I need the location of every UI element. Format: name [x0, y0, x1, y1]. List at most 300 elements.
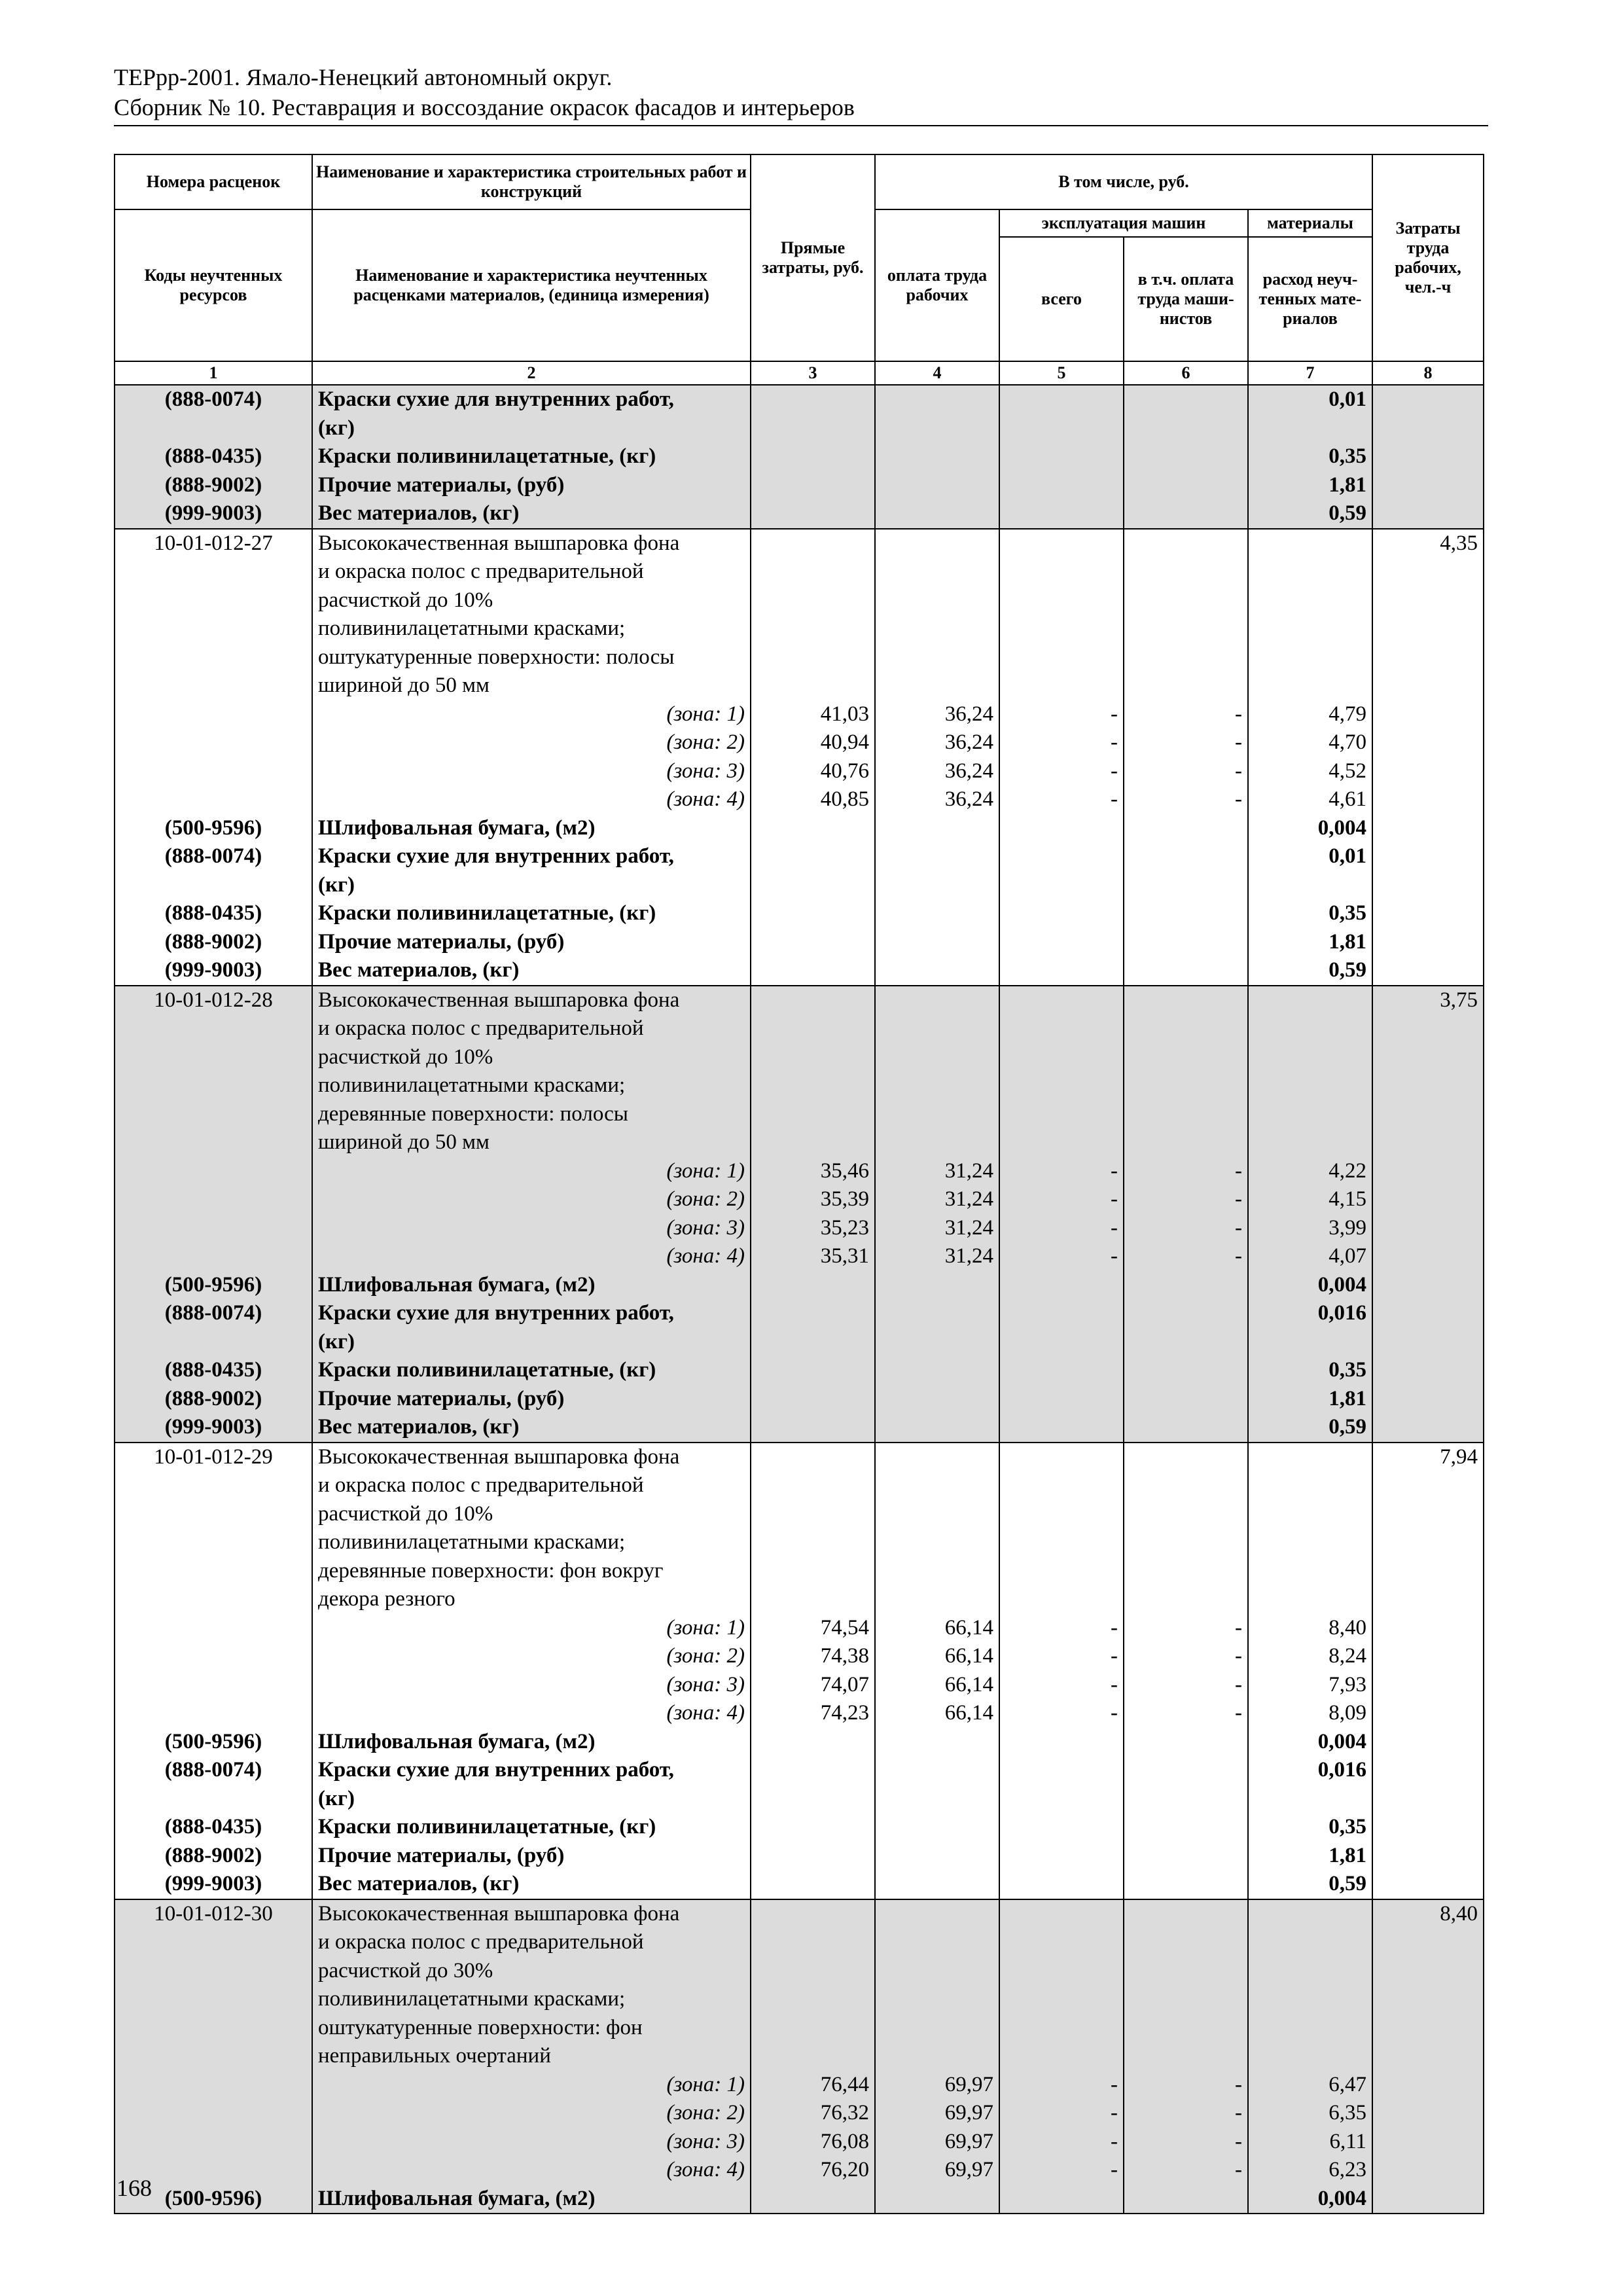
labor-hours [1372, 785, 1484, 814]
operators-pay: - [1124, 728, 1248, 757]
resource-code [115, 1928, 312, 1957]
labor-hours [1372, 615, 1484, 643]
labor-pay [875, 1328, 999, 1357]
labor-pay: 36,24 [875, 700, 999, 729]
continuation-row [115, 1528, 1484, 1557]
labor-hours [1372, 1242, 1484, 1271]
resource-row [115, 1870, 1484, 1899]
direct-costs [751, 1756, 875, 1785]
operators-pay [1124, 1785, 1248, 1814]
labor-pay [875, 2185, 999, 2214]
operators-pay [1124, 1071, 1248, 1100]
labor-pay [875, 1585, 999, 1614]
price-row [115, 529, 1484, 558]
col8-header: Затраты труда рабочих, чел.-ч [1372, 154, 1484, 361]
operators-pay [1124, 1128, 1248, 1157]
resource-name: Шлифовальная бумага, (м2) [312, 1271, 751, 1300]
operators-pay [1124, 1899, 1248, 1929]
labor-pay: 66,14 [875, 1642, 999, 1671]
materials-usage [1248, 529, 1372, 558]
labor-pay: 66,14 [875, 1614, 999, 1643]
zone-label: (зона: 4) [312, 1242, 751, 1271]
resource-code [115, 1242, 312, 1271]
labor-hours [1372, 1928, 1484, 1957]
zone-row [115, 1699, 1484, 1728]
materials-usage [1248, 1043, 1372, 1072]
direct-costs: 74,23 [751, 1699, 875, 1728]
work-description: (кг) [312, 414, 751, 443]
labor-hours [1372, 1214, 1484, 1243]
operators-pay [1124, 1557, 1248, 1586]
labor-pay: 36,24 [875, 728, 999, 757]
resource-code [115, 757, 312, 786]
resource-code: (500-9596) [115, 814, 312, 843]
table-body [115, 385, 1484, 2214]
rate-code: 10-01-012-28 [115, 986, 312, 1015]
machines-total: - [999, 1242, 1124, 1271]
labor-pay [875, 1014, 999, 1043]
materials-usage: 6,23 [1248, 2156, 1372, 2185]
zone-row [115, 785, 1484, 814]
col1-top-header: Номера расценок [115, 154, 312, 209]
materials-usage: 6,47 [1248, 2071, 1372, 2100]
labor-pay: 31,24 [875, 1214, 999, 1243]
labor-hours [1372, 2099, 1484, 2128]
labor-hours: 4,35 [1372, 529, 1484, 558]
machines-header: эксплуатация машин [999, 209, 1248, 237]
operators-pay [1124, 1500, 1248, 1529]
operators-pay: - [1124, 1214, 1248, 1243]
operators-pay: - [1124, 1157, 1248, 1186]
machines-total [999, 1557, 1124, 1586]
direct-costs: 76,44 [751, 2071, 875, 2100]
materials-usage: 8,40 [1248, 1614, 1372, 1643]
work-description: (кг) [312, 1785, 751, 1814]
labor-pay [875, 1100, 999, 1129]
table-header [115, 154, 1484, 385]
labor-hours [1372, 1328, 1484, 1357]
work-description: Высококачественная вышпаровка фона [312, 1443, 751, 1472]
labor-hours [1372, 499, 1484, 529]
col-number: 6 [1124, 361, 1248, 385]
labor-hours [1372, 1071, 1484, 1100]
resource-row [115, 499, 1484, 529]
labor-pay [875, 1842, 999, 1871]
materials-usage: 0,01 [1248, 385, 1372, 414]
resource-code [115, 1528, 312, 1557]
direct-costs: 40,76 [751, 757, 875, 786]
price-row [115, 1899, 1484, 1929]
labor-hours [1372, 385, 1484, 414]
labor-pay [875, 1071, 999, 1100]
materials-usage: 7,93 [1248, 1671, 1372, 1700]
resource-name: Краски поливинилацетатные, (кг) [312, 899, 751, 928]
materials-usage [1248, 871, 1372, 900]
operators-pay [1124, 1328, 1248, 1357]
labor-hours [1372, 414, 1484, 443]
labor-hours: 7,94 [1372, 1443, 1484, 1472]
materials-usage [1248, 1785, 1372, 1814]
direct-costs [751, 2042, 875, 2071]
labor-pay [875, 1500, 999, 1529]
resource-code: (888-0435) [115, 1813, 312, 1842]
operators-pay [1124, 2185, 1248, 2214]
machines-total [999, 529, 1124, 558]
operators-pay [1124, 471, 1248, 500]
machines-total [999, 385, 1124, 414]
direct-costs [751, 1985, 875, 2014]
labor-hours [1372, 842, 1484, 871]
zone-label: (зона: 4) [312, 1699, 751, 1728]
resource-code [115, 2071, 312, 2100]
zone-label: (зона: 1) [312, 700, 751, 729]
materials-usage: 0,35 [1248, 1813, 1372, 1842]
materials-usage [1248, 1528, 1372, 1557]
materials-header: материалы [1248, 209, 1372, 237]
resource-code [115, 1585, 312, 1614]
operators-pay: - [1124, 2156, 1248, 2185]
zone-label: (зона: 2) [312, 2099, 751, 2128]
direct-costs: 76,20 [751, 2156, 875, 2185]
operators-pay [1124, 871, 1248, 900]
labor-hours [1372, 1500, 1484, 1529]
labor-pay [875, 956, 999, 986]
machines-total [999, 2042, 1124, 2071]
materials-usage [1248, 1957, 1372, 1986]
resource-name: Вес материалов, (кг) [312, 1870, 751, 1899]
operators-pay [1124, 1985, 1248, 2014]
labor-pay [875, 1957, 999, 1986]
operators-pay: - [1124, 1671, 1248, 1700]
work-description: поливинилацетатными красками; [312, 1985, 751, 2014]
work-description: декора резного [312, 1585, 751, 1614]
direct-costs: 35,31 [751, 1242, 875, 1271]
continuation-row [115, 1328, 1484, 1357]
materials-usage: 4,07 [1248, 1242, 1372, 1271]
work-description: шириной до 50 мм [312, 1128, 751, 1157]
column-numbers-row [115, 361, 1484, 385]
zone-label: (зона: 2) [312, 1642, 751, 1671]
resource-row [115, 1842, 1484, 1871]
labor-hours [1372, 928, 1484, 957]
resource-code [115, 2099, 312, 2128]
machines-total [999, 1928, 1124, 1957]
continuation-row [115, 1585, 1484, 1614]
materials-usage [1248, 1071, 1372, 1100]
resource-code [115, 1328, 312, 1357]
machines-total [999, 586, 1124, 615]
labor-hours [1372, 586, 1484, 615]
resource-code [115, 2128, 312, 2157]
zone-row [115, 1642, 1484, 1671]
work-description: (кг) [312, 1328, 751, 1357]
materials-usage [1248, 1014, 1372, 1043]
resource-row [115, 842, 1484, 871]
operators-pay [1124, 928, 1248, 957]
machines-total [999, 2014, 1124, 2043]
col-number: 2 [312, 361, 751, 385]
resource-code [115, 2014, 312, 2043]
continuation-row [115, 2042, 1484, 2071]
direct-costs [751, 414, 875, 443]
resource-code: (888-9002) [115, 928, 312, 957]
resource-name: Краски поливинилацетатные, (кг) [312, 442, 751, 471]
labor-pay [875, 1899, 999, 1929]
price-row [115, 986, 1484, 1015]
resource-code: (888-9002) [115, 1385, 312, 1414]
labor-pay [875, 842, 999, 871]
machines-total [999, 1128, 1124, 1157]
labor-hours [1372, 728, 1484, 757]
resource-code [115, 1614, 312, 1643]
continuation-row [115, 1100, 1484, 1129]
work-description: Высококачественная вышпаровка фона [312, 529, 751, 558]
resource-row [115, 442, 1484, 471]
labor-pay: 69,97 [875, 2128, 999, 2157]
operators-pay: - [1124, 2099, 1248, 2128]
zone-label: (зона: 1) [312, 1157, 751, 1186]
work-description: расчисткой до 10% [312, 586, 751, 615]
continuation-row [115, 672, 1484, 700]
resource-row [115, 1813, 1484, 1842]
labor-hours [1372, 672, 1484, 700]
work-description: поливинилацетатными красками; [312, 615, 751, 643]
materials-usage: 1,81 [1248, 471, 1372, 500]
resource-code: (888-0074) [115, 1299, 312, 1328]
operators-pay [1124, 1043, 1248, 1072]
col2-top-header: Наименование и характеристика строительных работ и конструкций [312, 154, 751, 209]
machines-total [999, 1899, 1124, 1929]
direct-costs [751, 928, 875, 957]
labor-pay: 69,97 [875, 2099, 999, 2128]
zone-row [115, 2071, 1484, 2100]
resource-code [115, 615, 312, 643]
labor-pay [875, 1528, 999, 1557]
labor-pay [875, 1413, 999, 1443]
direct-costs [751, 643, 875, 672]
materials-usage: 1,81 [1248, 928, 1372, 957]
labor-pay: 31,24 [875, 1157, 999, 1186]
resource-code [115, 1471, 312, 1500]
machines-total [999, 842, 1124, 871]
labor-pay: 36,24 [875, 757, 999, 786]
machines-total: - [999, 2071, 1124, 2100]
labor-hours [1372, 2014, 1484, 2043]
resource-row [115, 928, 1484, 957]
direct-costs: 40,94 [751, 728, 875, 757]
resource-code [115, 1014, 312, 1043]
resource-code: (500-9596) [115, 1271, 312, 1300]
labor-pay: 66,14 [875, 1699, 999, 1728]
continuation-row [115, 615, 1484, 643]
materials-usage: 4,22 [1248, 1157, 1372, 1186]
zone-label: (зона: 1) [312, 2071, 751, 2100]
resource-name: Прочие материалы, (руб) [312, 1842, 751, 1871]
materials-usage [1248, 1443, 1372, 1472]
machines-total [999, 899, 1124, 928]
labor-pay [875, 471, 999, 500]
labor-pay [875, 1756, 999, 1785]
labor-pay [875, 1385, 999, 1414]
direct-costs [751, 1328, 875, 1357]
machines-total: - [999, 2128, 1124, 2157]
labor-pay [875, 1443, 999, 1472]
direct-costs [751, 499, 875, 529]
operators-pay [1124, 499, 1248, 529]
resource-code: (999-9003) [115, 1413, 312, 1443]
labor-pay [875, 1271, 999, 1300]
operators-pay [1124, 529, 1248, 558]
operators-pay [1124, 1756, 1248, 1785]
resource-row [115, 956, 1484, 986]
labor-hours [1372, 1842, 1484, 1871]
direct-costs [751, 842, 875, 871]
labor-hours [1372, 1642, 1484, 1671]
machines-total [999, 1842, 1124, 1871]
labor-hours [1372, 1185, 1484, 1214]
resource-code: (888-0074) [115, 385, 312, 414]
labor-pay [875, 615, 999, 643]
direct-costs [751, 615, 875, 643]
labor-hours [1372, 1528, 1484, 1557]
machines-total [999, 1785, 1124, 1814]
materials-usage: 4,70 [1248, 728, 1372, 757]
materials-usage: 0,59 [1248, 1870, 1372, 1899]
resource-row [115, 2185, 1484, 2214]
machines-total: - [999, 1185, 1124, 1214]
col1-bottom-header: Коды неучтенных ресурсов [115, 209, 312, 361]
materials-usage [1248, 1100, 1372, 1129]
machines-total: - [999, 1642, 1124, 1671]
materials-usage [1248, 1557, 1372, 1586]
direct-costs [751, 1928, 875, 1957]
continuation-row [115, 2014, 1484, 2043]
resource-code [115, 558, 312, 586]
direct-costs [751, 1471, 875, 1500]
continuation-row [115, 1071, 1484, 1100]
machines-total [999, 2185, 1124, 2214]
work-description: расчисткой до 10% [312, 1043, 751, 1072]
direct-costs [751, 558, 875, 586]
materials-usage: 6,11 [1248, 2128, 1372, 2157]
direct-costs [751, 1128, 875, 1157]
labor-pay [875, 414, 999, 443]
labor-hours [1372, 871, 1484, 900]
resource-code: (888-0435) [115, 899, 312, 928]
materials-usage: 0,35 [1248, 899, 1372, 928]
operators-pay [1124, 2014, 1248, 2043]
machines-total [999, 928, 1124, 957]
zone-label: (зона: 3) [312, 2128, 751, 2157]
labor-pay [875, 672, 999, 700]
operators-pay [1124, 442, 1248, 471]
machines-total [999, 1500, 1124, 1529]
labor-hours [1372, 1413, 1484, 1443]
materials-usage: 0,016 [1248, 1756, 1372, 1785]
direct-costs: 74,07 [751, 1671, 875, 1700]
labor-pay: 31,24 [875, 1185, 999, 1214]
materials-usage: 0,016 [1248, 1299, 1372, 1328]
labor-hours [1372, 956, 1484, 986]
machines-total: - [999, 1214, 1124, 1243]
operators-pay [1124, 1585, 1248, 1614]
operators-pay [1124, 1413, 1248, 1443]
zone-label: (зона: 3) [312, 757, 751, 786]
machines-total [999, 1813, 1124, 1842]
col-number: 1 [115, 361, 312, 385]
work-description: и окраска полос с предварительной [312, 1471, 751, 1500]
resource-row [115, 1756, 1484, 1785]
machines-total [999, 1299, 1124, 1328]
labor-hours [1372, 2042, 1484, 2071]
labor-hours: 8,40 [1372, 1899, 1484, 1929]
labor-hours [1372, 1957, 1484, 1986]
machines-total: - [999, 785, 1124, 814]
direct-costs: 35,39 [751, 1185, 875, 1214]
continuation-row [115, 1985, 1484, 2014]
resource-code [115, 1500, 312, 1529]
work-description: деревянные поверхности: фон вокруг [312, 1557, 751, 1586]
machines-total: - [999, 700, 1124, 729]
col6-header: в т.ч. оплата труда маши-нистов [1124, 237, 1248, 361]
direct-costs [751, 1785, 875, 1814]
machines-total [999, 1356, 1124, 1385]
continuation-row [115, 1957, 1484, 1986]
direct-costs [751, 814, 875, 843]
resource-code [115, 1100, 312, 1129]
price-row [115, 1443, 1484, 1472]
operators-pay: - [1124, 700, 1248, 729]
labor-hours [1372, 2156, 1484, 2185]
machines-total [999, 1957, 1124, 1986]
materials-usage: 4,15 [1248, 1185, 1372, 1214]
operators-pay [1124, 986, 1248, 1015]
labor-pay [875, 586, 999, 615]
continuation-row [115, 558, 1484, 586]
resource-code [115, 1557, 312, 1586]
labor-hours [1372, 558, 1484, 586]
labor-pay [875, 1928, 999, 1957]
zone-row [115, 1614, 1484, 1643]
zone-row [115, 1214, 1484, 1243]
direct-costs [751, 1500, 875, 1529]
direct-costs [751, 1413, 875, 1443]
direct-costs [751, 899, 875, 928]
materials-usage: 0,004 [1248, 814, 1372, 843]
resource-code [115, 1214, 312, 1243]
continuation-row [115, 643, 1484, 672]
operators-pay: - [1124, 1185, 1248, 1214]
direct-costs [751, 529, 875, 558]
materials-usage [1248, 1471, 1372, 1500]
resource-code [115, 672, 312, 700]
machines-total [999, 442, 1124, 471]
operators-pay [1124, 1842, 1248, 1871]
operators-pay [1124, 558, 1248, 586]
materials-usage: 4,79 [1248, 700, 1372, 729]
labor-hours [1372, 1271, 1484, 1300]
operators-pay [1124, 1813, 1248, 1842]
direct-costs [751, 1071, 875, 1100]
direct-costs [751, 385, 875, 414]
labor-hours [1372, 1813, 1484, 1842]
operators-pay [1124, 1356, 1248, 1385]
materials-usage [1248, 1985, 1372, 2014]
machines-total [999, 1728, 1124, 1757]
resource-row [115, 1299, 1484, 1328]
machines-total [999, 1585, 1124, 1614]
machines-total: - [999, 2099, 1124, 2128]
